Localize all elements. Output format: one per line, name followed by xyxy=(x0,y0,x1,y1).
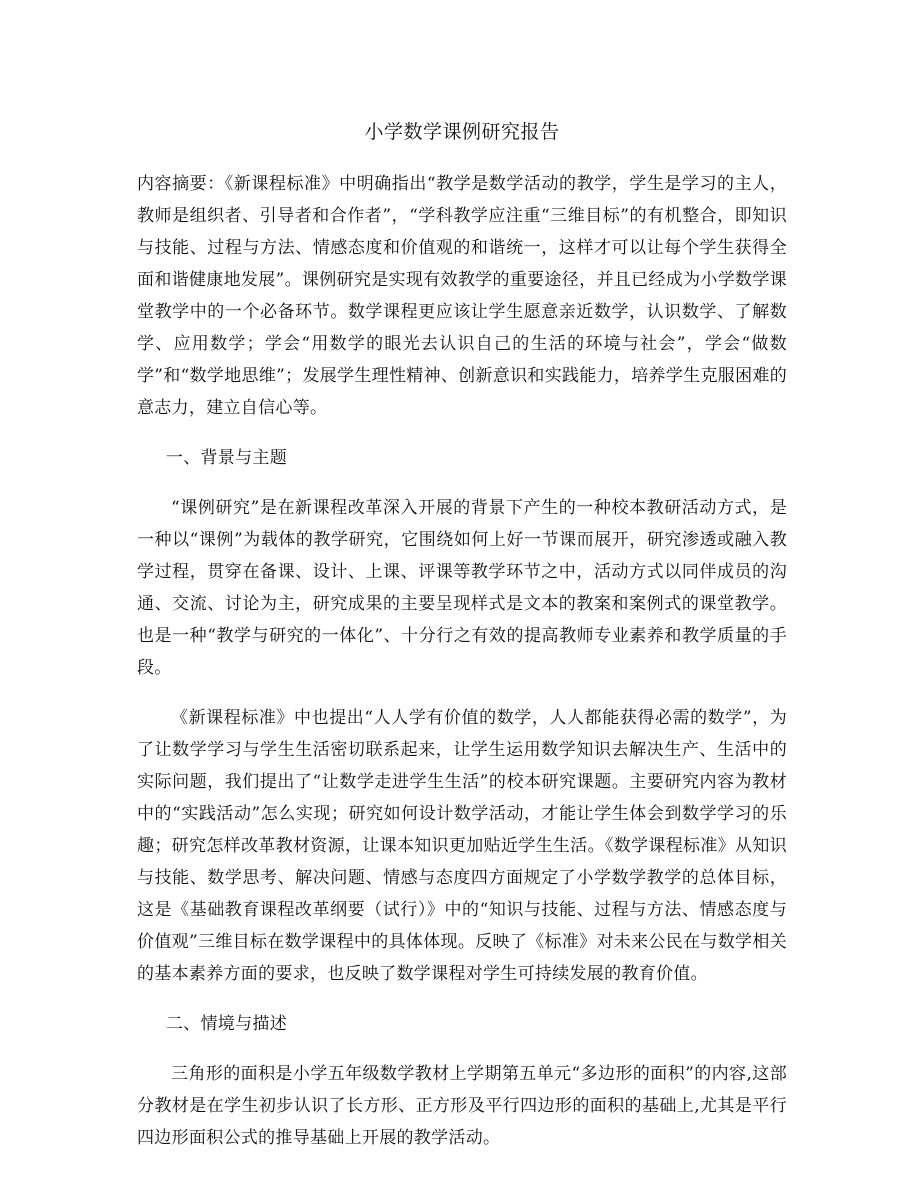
background-paragraph-1: “课例研究”是在新课程改革深入开展的背景下产生的一种校本教研活动方式，是一种以“课例”为载体的教学研究，它围绕如何上好一节课而展开，研究渗透或融入教学过程，贯穿在备课、设计、上课、评课等教学环节之中，活动方式以同伴成员的沟通、交流、讨论为主，研究成果的主要呈现样式是文本的教案和案例式的课堂教学。也是一种“教学与研究的一体化”、十分行之有效的提高教师专业素养和教学质量的手段。 xyxy=(137,498,787,678)
document-page xyxy=(137,118,787,1172)
situation-paragraph-1: 三角形的面积是小学五年级数学教材上学期第五单元“多边形的面积”的内容,这部分教材是在学生初步认识了长方形、正方形及平行四边形的面积的基础上,尤其是平行四边形面积公式的推导基础上开展的教学活动。 xyxy=(137,1064,787,1148)
section-heading-background: 一、背景与主题 xyxy=(165,448,287,468)
abstract-paragraph: 内容摘要：《新课程标准》中明确指出“教学是数学活动的教学，学生是学习的主人，教师是组织者、引导者和合作者”，“学科教学应注重“三维目标”的有机整合，即知识与技能、过程与方法、情感态度和价值观的和谐统一，这样才可以让每个学生获得全面和谐健康地发展”。课例研究是实现有效教学的重要途径，并且已经成为小学数学课堂教学中的一个必备环节。数学课程更应该让学生愿意亲近数学，认识数学、了解数学、应用数学；学会“用数学的眼光去认识自己的生活的环境与社会”，学会“做数学”和“数学地思维”；发展学生理性精神、创新意识和实践能力，培养学生克服困难的意志力，建立自信心等。 xyxy=(137,174,787,418)
section-heading-situation: 二、情境与描述 xyxy=(165,1014,287,1034)
document-title: 小学数学课例研究报告 xyxy=(364,121,560,143)
background-paragraph-2: 《新课程标准》中也提出“人人学有价值的数学，人人都能获得必需的数学”，为了让数学学习与学生生活密切联系起来，让学生运用数学知识去解决生产、生活中的实际问题，我们提出了“让数学走进学生生活”的校本研究课题。主要研究内容为教材中的“实践活动”怎么实现；研究如何设计数学活动，才能让学生体会到数学学习的乐趣；研究怎样改革教材资源，让课本知识更加贴近学生生活。《数学课程标准》从知识与技能、数学思考、解决问题、情感与态度四方面规定了小学数学教学的总体目标，这是《基础教育课程改革纲要（试行）》中的“知识与技能、过程与方法、情感态度与价值观”三维目标在数学课程中的具体体现。反映了《标准》对未来公民在与数学相关的基本素养方面的要求，也反映了数学课程对学生可持续发展的教育价值。 xyxy=(137,708,787,984)
